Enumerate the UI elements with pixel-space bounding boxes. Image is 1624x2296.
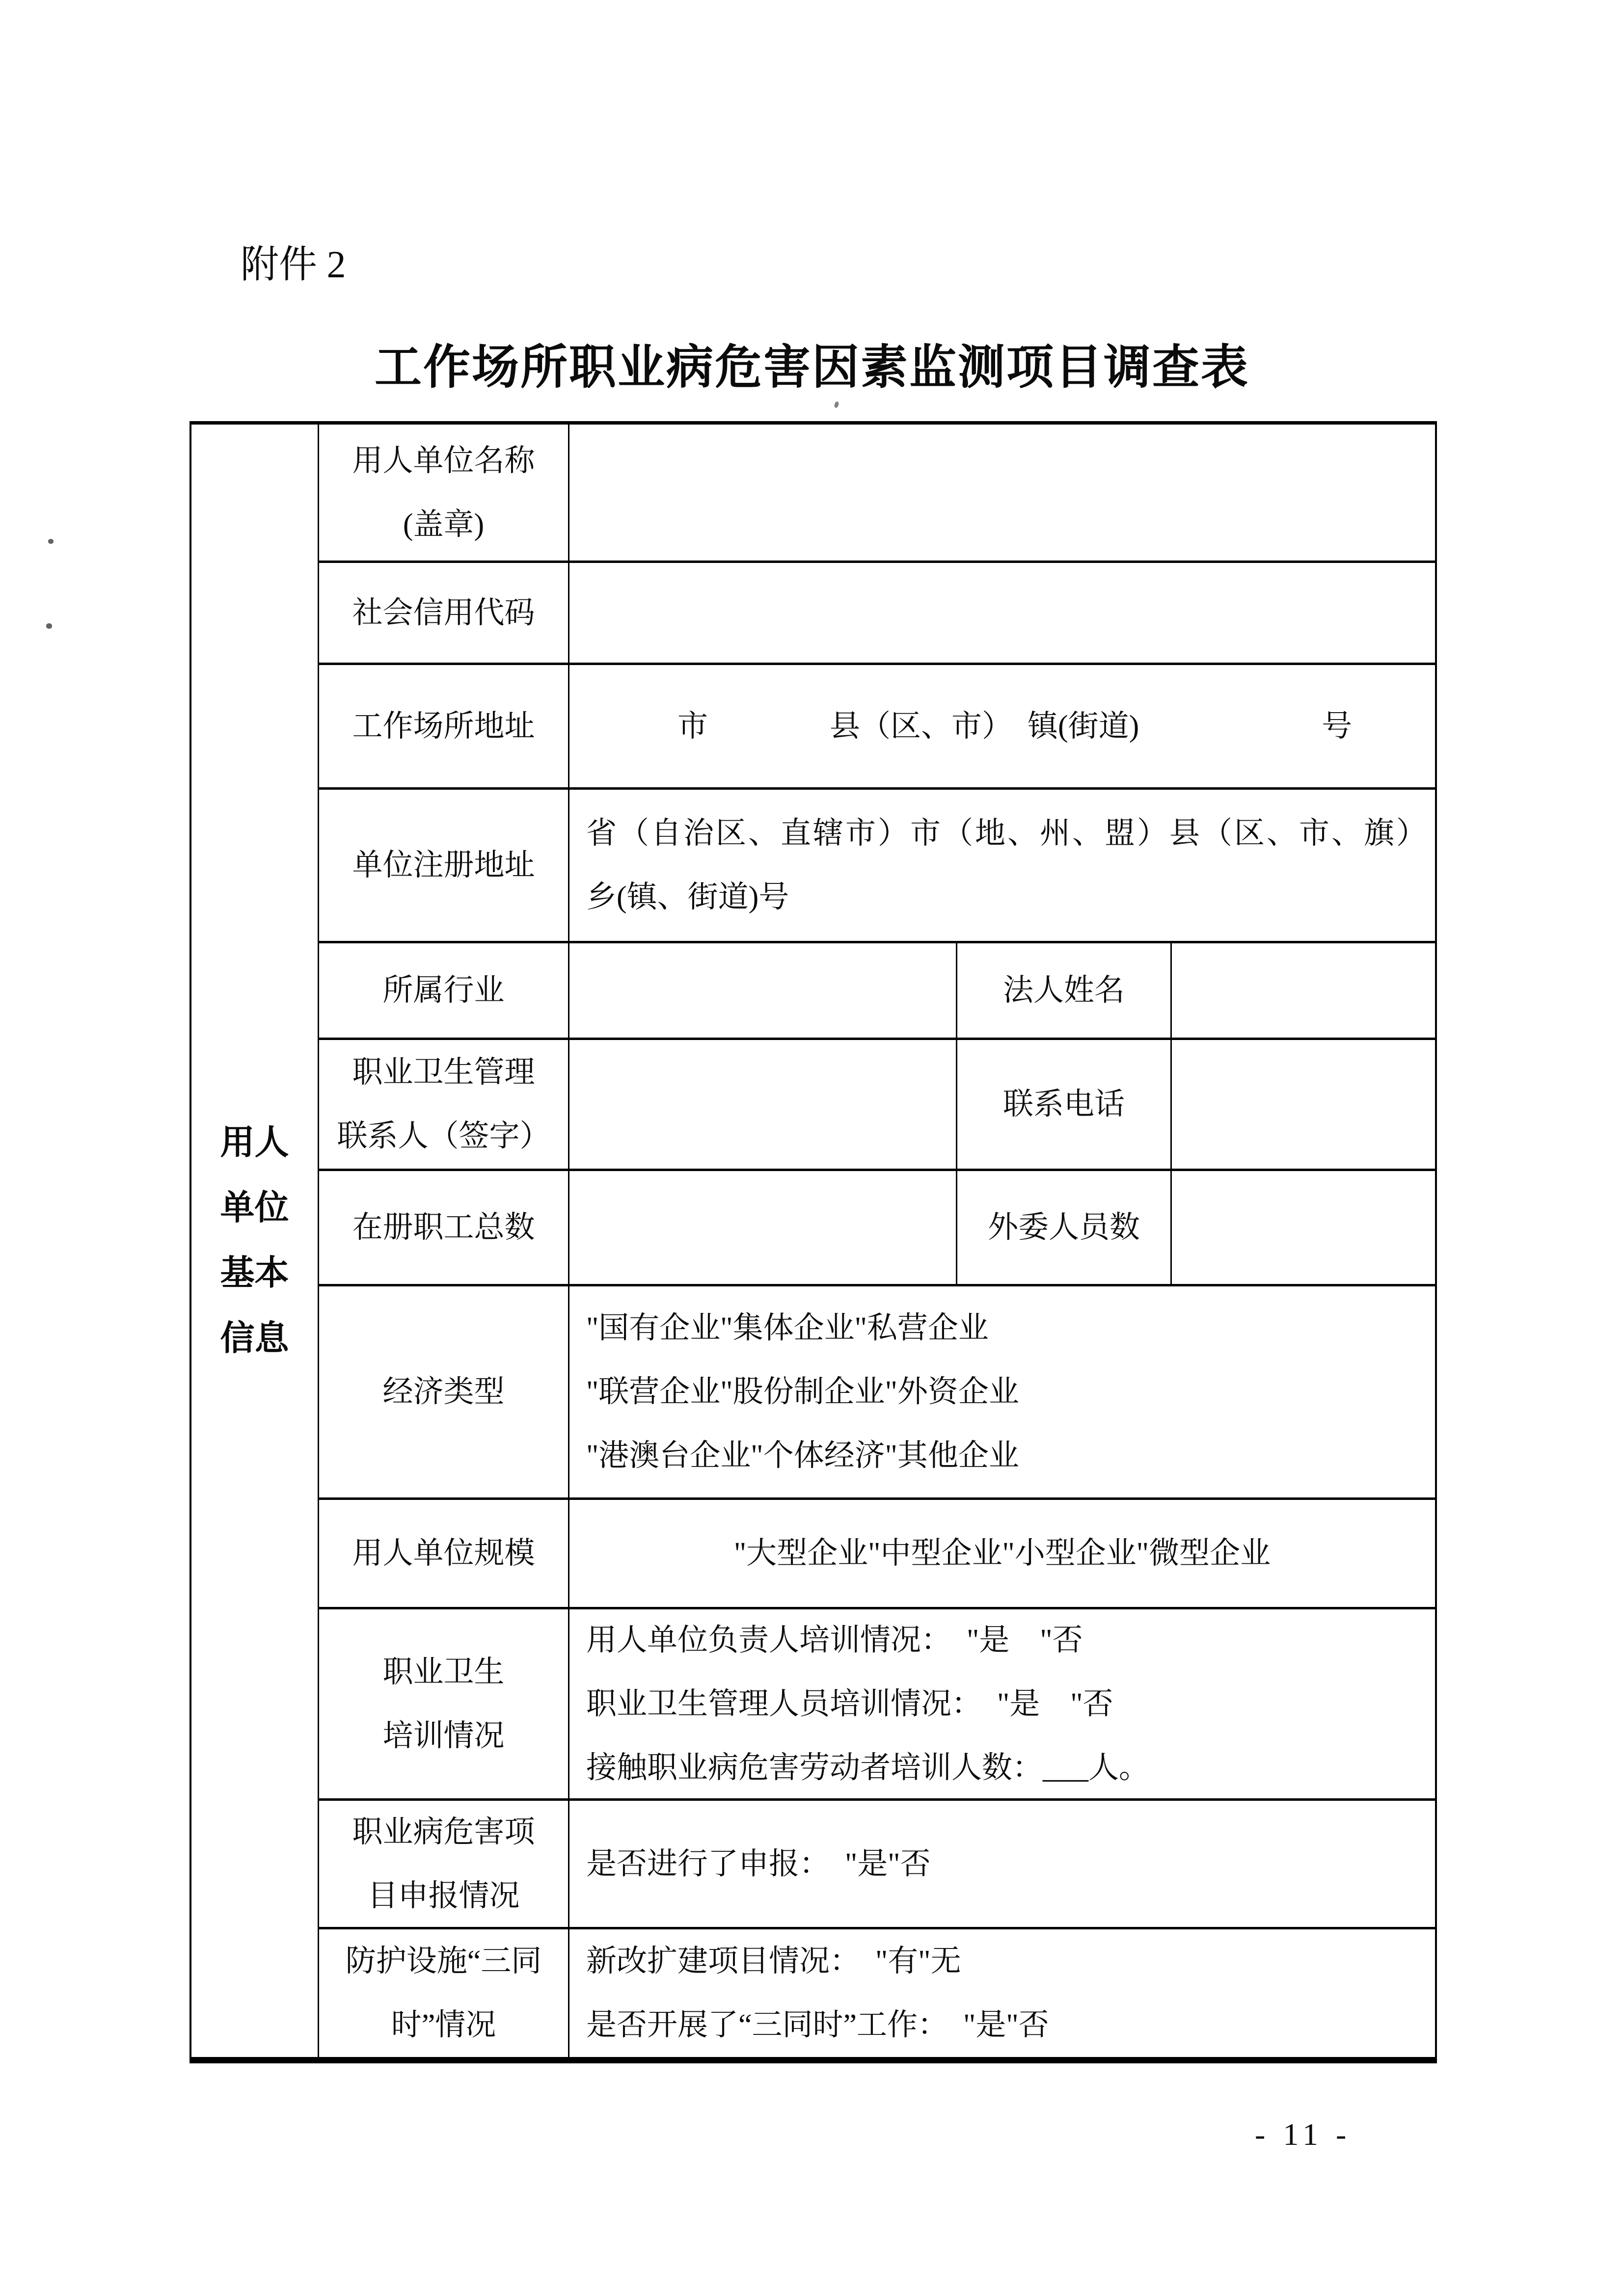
label-line: 职业卫生管理	[352, 1056, 535, 1089]
value-declaration	[569, 1801, 1435, 1929]
value-outsourced-count	[1172, 1171, 1435, 1286]
value-economic-type	[569, 1286, 1435, 1500]
label-line: 培训情况	[382, 1719, 505, 1753]
label-legal-person: 法人姓名	[957, 943, 1172, 1040]
label-phone: 联系电话	[957, 1040, 1172, 1171]
value-workplace-address	[569, 665, 1435, 790]
value-industry	[569, 943, 957, 1040]
category-label	[191, 425, 319, 2057]
value-line: 职业卫生管理人员培训情况： "是 "否	[586, 1687, 1113, 1721]
ink-speck	[46, 623, 52, 629]
value-employer-scale	[569, 1500, 1435, 1609]
value-ohs-contact	[569, 1040, 957, 1171]
value-staff-total	[569, 1171, 957, 1286]
label-line: 联系人（签字）	[337, 1120, 550, 1153]
label-industry: 所属行业	[319, 943, 569, 1040]
value-line: 用人单位负责人培训情况： "是 "否	[586, 1623, 1083, 1657]
label-ohs-contact	[319, 1040, 569, 1171]
value-line: 乡(镇、街道)号	[586, 881, 789, 914]
label-workplace-address: 工作场所地址	[319, 665, 569, 790]
value-training	[569, 1609, 1435, 1801]
value-line: 省（自治区、直辖市）市（地、州、盟）县（区、市、旗）	[586, 817, 1429, 850]
value-three-simultaneous	[569, 1929, 1435, 2057]
label-outsourced-count: 外委人员数	[957, 1171, 1172, 1286]
category-line: 基本	[220, 1255, 289, 1292]
label-registered-address: 单位注册地址	[319, 790, 569, 943]
value-line: 接触职业病危害劳动者培训人数：___人。	[586, 1751, 1150, 1785]
value-line: "联营企业"股份制企业"外资企业	[586, 1375, 1019, 1409]
label-staff-total: 在册职工总数	[319, 1171, 569, 1286]
label-line: 时”情况	[391, 2008, 496, 2042]
value-employer-name	[569, 425, 1435, 563]
value-line: 市 县（区、市） 镇(街道) 号	[586, 709, 1353, 743]
label-training	[319, 1609, 569, 1801]
page-title: 工作场所职业病危害因素监测项目调查表	[375, 341, 1249, 394]
page-number: - 11 -	[1255, 2117, 1352, 2152]
label-line: 防护设施“三同	[345, 1945, 542, 1978]
label-line: (盖章)	[403, 507, 485, 541]
label-economic-type: 经济类型	[319, 1286, 569, 1500]
label-employer-scale: 用人单位规模	[319, 1500, 569, 1609]
value-line: "港澳台企业"个体经济"其他企业	[586, 1439, 1019, 1472]
label-declaration	[319, 1801, 569, 1929]
ink-speck	[834, 401, 839, 408]
category-line: 用人	[220, 1124, 289, 1162]
label-line: 目申报情况	[367, 1879, 520, 1913]
value-line: 是否开展了“三同时”工作： "是"否	[586, 2008, 1049, 2042]
label-credit-code: 社会信用代码	[319, 563, 569, 665]
value-line: 新改扩建项目情况： "有"无	[586, 1945, 961, 1978]
category-line: 单位	[220, 1189, 289, 1227]
category-line: 信息	[220, 1320, 289, 1358]
value-credit-code	[569, 563, 1435, 665]
label-three-simultaneous	[319, 1929, 569, 2057]
value-phone	[1172, 1040, 1435, 1171]
label-employer-name	[319, 425, 569, 563]
attachment-label: 附件 2	[241, 243, 346, 286]
ink-speck	[48, 539, 54, 544]
value-line: "国有企业"集体企业"私营企业	[586, 1311, 989, 1345]
value-line: "大型企业"中型企业"小型企业"微型企业	[733, 1537, 1271, 1570]
value-registered-address	[569, 790, 1435, 943]
label-line: 职业卫生	[382, 1655, 505, 1689]
survey-table	[189, 421, 1437, 2063]
value-legal-person	[1172, 943, 1435, 1040]
label-line: 职业病危害项	[352, 1815, 535, 1849]
label-line: 用人单位名称	[352, 444, 535, 478]
value-line: 是否进行了申报： "是"否	[586, 1847, 931, 1881]
